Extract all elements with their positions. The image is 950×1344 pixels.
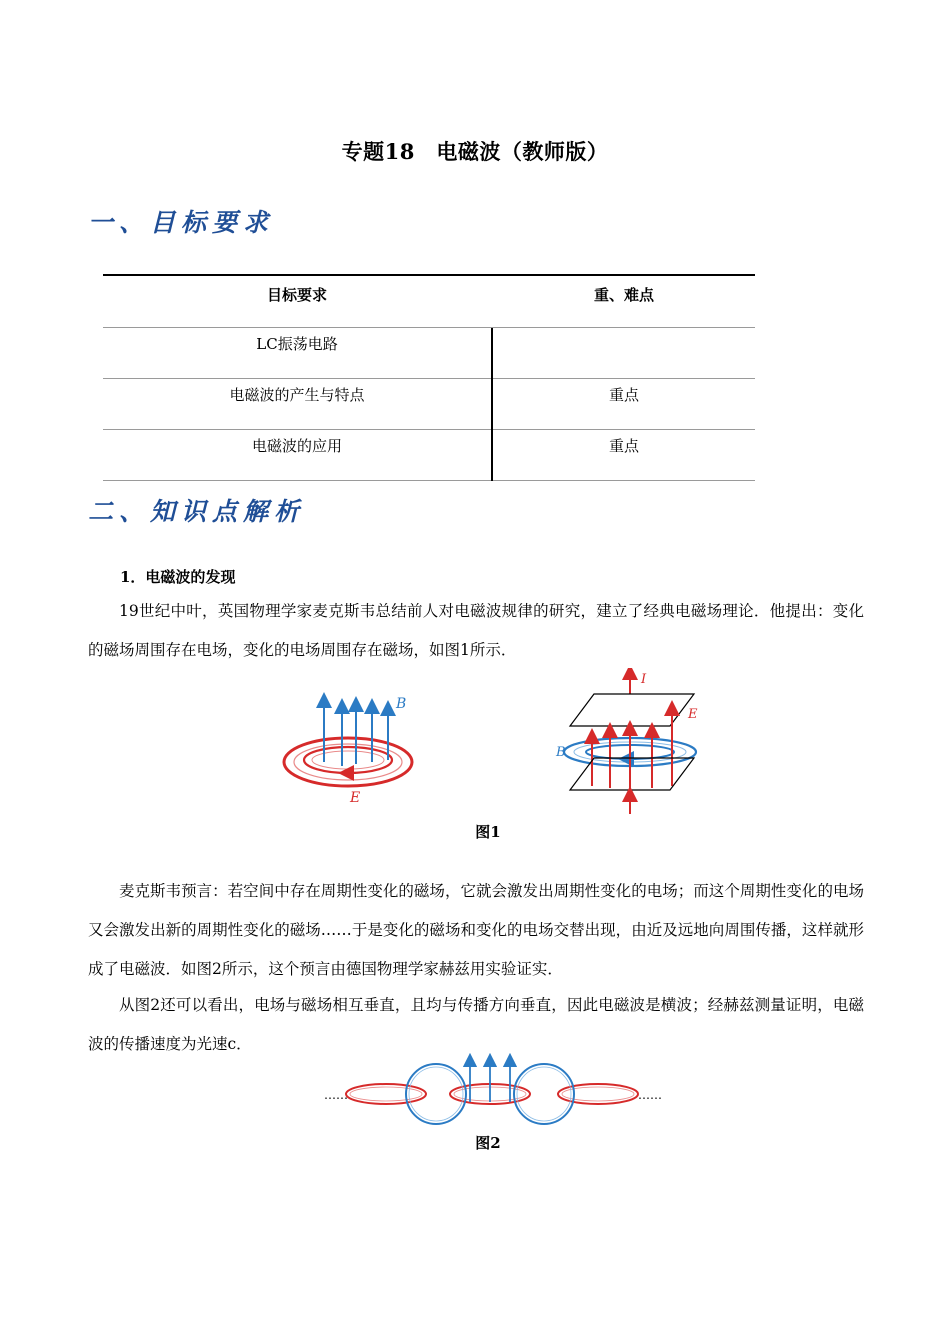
label-E: E — [688, 707, 698, 722]
table-bottom-rule — [103, 480, 755, 481]
table-cell-goal: LC振荡电路 — [256, 335, 338, 353]
label-I: I — [641, 672, 647, 687]
table-column-rule — [491, 328, 493, 481]
table-divider — [103, 429, 755, 430]
ellipsis-right: …… — [638, 1088, 662, 1102]
paragraph-maxwell-prediction: 麦克斯韦预言：若空间中存在周期性变化的磁场，它就会激发出周期性变化的电场；而这个周期性变化的电场又会激发出新的周期性变化的磁场……于是变化的磁场和变化的电场交替出现，由近及远地向周围传播，这样就形成了电磁波．如图2所示，这个预言由德国物理学家赫兹用实验证实． — [88, 882, 864, 978]
page-title: 专题18 电磁波（教师版） — [341, 139, 609, 164]
figure2-diagram — [316, 1052, 664, 1134]
magnetic-field-arrows — [324, 700, 388, 766]
table-top-rule — [103, 274, 755, 276]
figure1-left-diagram — [276, 688, 426, 810]
table-header-goal: 目标要求 — [266, 286, 327, 304]
paragraph-maxwell-theory: 19世纪中叶，英国物理学家麦克斯韦总结前人对电磁波规律的研究，建立了经典电磁场理论．他提出：变化的磁场周围存在电场，变化的电场周围存在磁场，如图1所示． — [88, 602, 864, 659]
table-cell-goal: 电磁波的产生与特点 — [229, 386, 365, 404]
induced-electric-rings — [284, 738, 412, 786]
ellipsis-left: …… — [324, 1088, 348, 1102]
label-B: B — [396, 696, 407, 712]
paragraph-transverse-wave: 从图2还可以看出，电场与磁场相互垂直，且均与传播方向垂直，因此电磁波是横波；经赫兹测量证明，电磁波的传播速度为光速c． — [88, 996, 864, 1053]
capacitor-plate-top — [570, 694, 694, 726]
figure1-caption: 图1 — [475, 823, 501, 841]
table-cell-level: 重点 — [608, 437, 639, 455]
electric-field-loops — [346, 1084, 638, 1104]
label-E: E — [350, 790, 361, 806]
subheading-discovery: 1．电磁波的发现 — [120, 568, 236, 586]
section-heading-knowledge: 二、知识点解析 — [88, 497, 306, 526]
section-heading-goals: 一、目标要求 — [88, 208, 275, 237]
table-divider — [103, 327, 755, 328]
table-divider — [103, 378, 755, 379]
field-direction-arrows — [470, 1060, 510, 1102]
table-header-level: 重、难点 — [593, 286, 654, 304]
figure1-right-diagram — [548, 668, 708, 818]
table-cell-goal: 电磁波的应用 — [251, 437, 342, 455]
table-cell-level: 重点 — [608, 386, 639, 404]
label-B: B — [556, 745, 566, 760]
figure2-caption: 图2 — [475, 1134, 501, 1152]
goals-table — [103, 274, 755, 481]
